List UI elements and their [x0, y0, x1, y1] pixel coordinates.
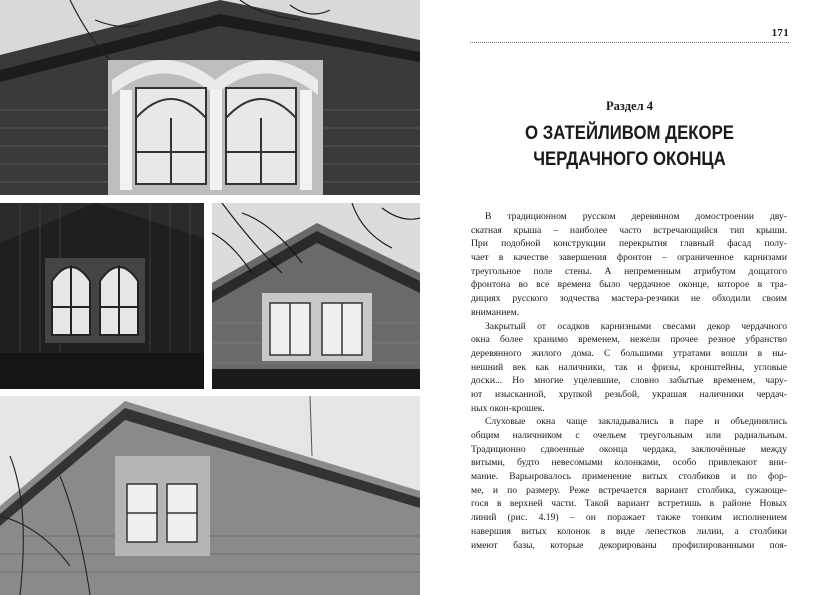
body-line: витыми, будто невесомыми колонками, особо привлекают вни-: [471, 457, 787, 469]
body-line: Традиционно сдвоенные оконца чердака, заключённые между: [471, 443, 787, 455]
body-line: ме, и по размеру. Реже встречается вариант столбика, сужающе-: [471, 484, 787, 496]
photo-attic-window-2: [0, 203, 204, 389]
body-line: чает в качестве завершения фронтон – ограниченное карнизами: [471, 252, 787, 264]
body-line: навершия витых колонок в виде лепестков лилии, а столбики: [471, 525, 787, 537]
body-line: ных окон-крошек.: [471, 402, 545, 414]
section-title: [492, 120, 766, 172]
body-line: Слуховые окна чаще закладывались в паре и объединялись: [485, 416, 787, 428]
body-line: окна более хранимо временем, нежели прочее резное убранство: [471, 334, 787, 346]
body-line: гося в верхней части. Такой вариант встретишь в районе Новых: [471, 498, 787, 510]
body-line: деревянного жилого дома. С большими утратами вошли в ны-: [471, 347, 787, 359]
photo-attic-window-4: [0, 396, 420, 595]
body-text: [471, 210, 787, 552]
body-line: фронтона во все времена было чердачное оконце, которое в тра-: [471, 279, 787, 291]
body-line: треугольное поле стены. А непременным атрибутом дощатого: [471, 265, 787, 277]
body-line: При подобной конструкции перекрытия главный фасад полу-: [471, 238, 787, 250]
body-line: линий (рис. 4.19) – он поражает также тонким исполнением: [471, 512, 787, 524]
text-page: [420, 0, 839, 595]
body-line: В традиционном русском деревянном домостроении дву-: [485, 211, 787, 222]
photo-attic-window-3: [212, 203, 420, 389]
body-line: общим наличником с очельем треугольным или радиальным.: [471, 430, 787, 441]
section-title-line: О ЗАТЕЙЛИВОМ ДЕКОРЕ: [525, 122, 734, 144]
body-line: доски... Но многие уцелевшие, словно забытые временем, чару-: [471, 375, 787, 387]
page-number: 171: [771, 27, 789, 39]
photo-attic-window-1: [0, 0, 420, 195]
header-rule: [470, 42, 789, 43]
body-line: имеют базы, которые декорированы профилированными поя-: [471, 539, 787, 551]
body-line: ют изысканной, хрупкой резьбой, украшая наличники чердач-: [471, 388, 787, 400]
body-line: вниманием.: [471, 306, 520, 318]
section-label: Раздел 4: [606, 99, 653, 113]
body-line: дициях русского зодчества мастера-резчики не обходили своим: [471, 293, 787, 305]
body-line: нешний век как наличники, так и фризы, кронштейны, угловые: [471, 361, 787, 373]
body-line: Закрытый от осадков карнизными свесами декор чердачного: [485, 320, 787, 332]
body-line: скатная крыша – наиболее часто встречающийся тип крыши.: [471, 224, 787, 236]
body-line: мание. Варьировалось применение витых столбиков и по фор-: [471, 471, 787, 483]
section-title-line: ЧЕРДАЧНОГО ОКОНЦА: [533, 148, 726, 170]
